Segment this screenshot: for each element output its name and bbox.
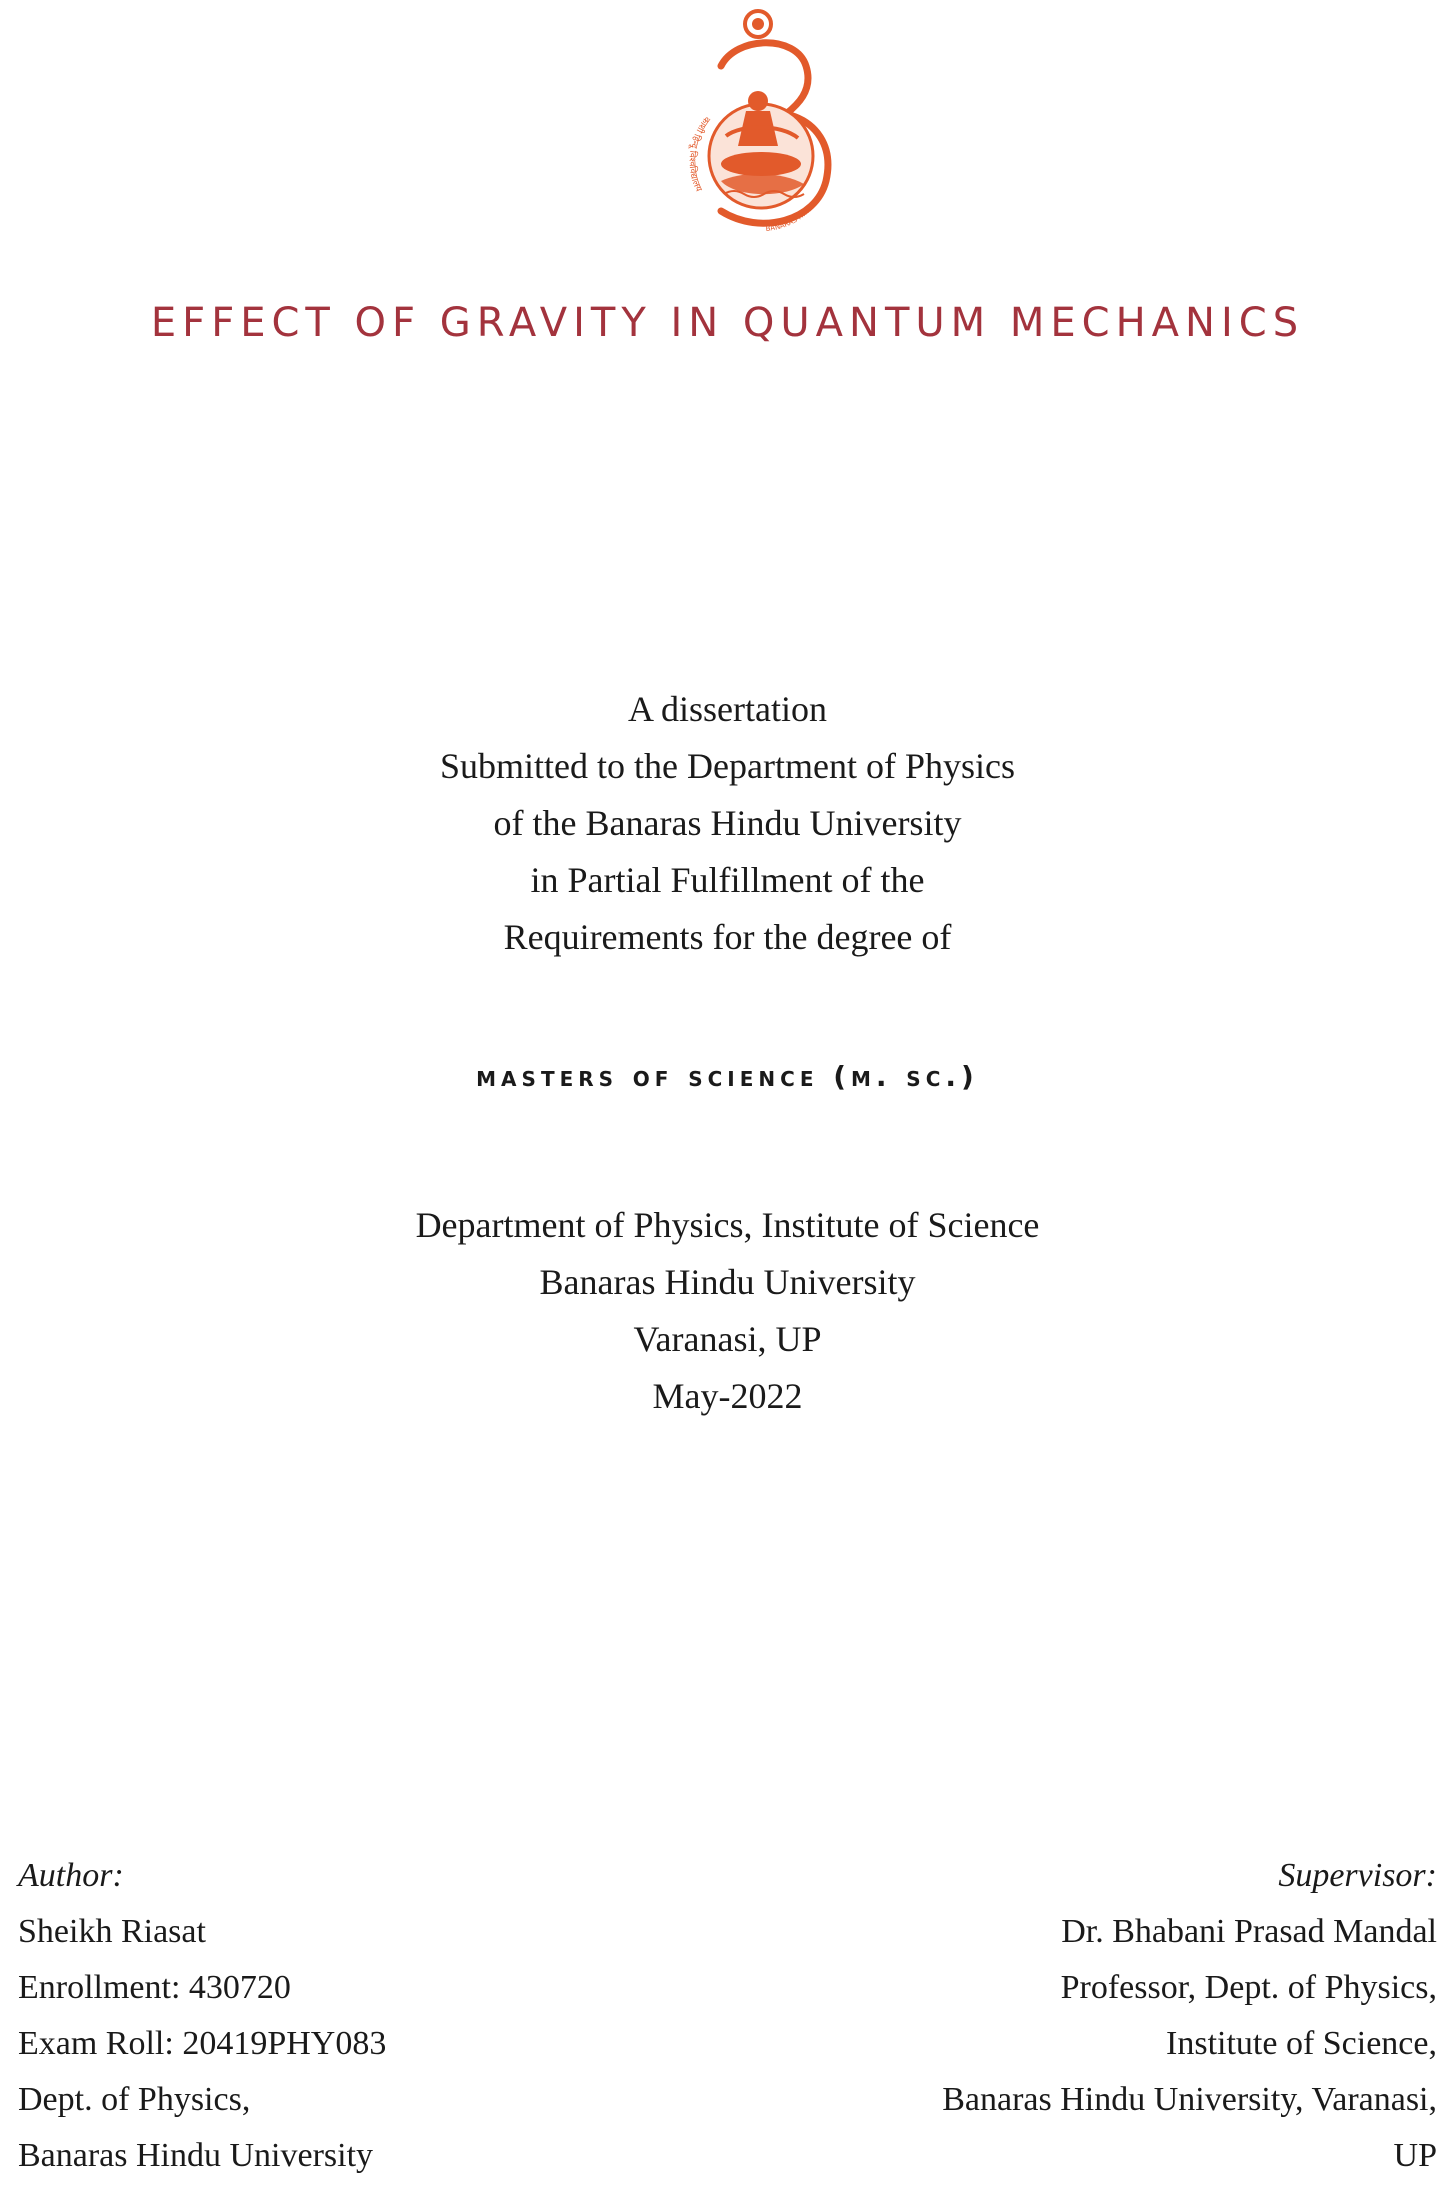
supervisor-university: Banaras Hindu University, Varanasi, bbox=[942, 2081, 1437, 2118]
author-dept: Dept. of Physics, bbox=[18, 2081, 251, 2118]
author-university: Banaras Hindu University bbox=[18, 2137, 374, 2174]
supervisor-position: Professor, Dept. of Physics, bbox=[1060, 1969, 1437, 2006]
supervisor-block bbox=[942, 1848, 1437, 2184]
submission-line: Requirements for the degree of bbox=[503, 917, 952, 957]
supervisor-institute: Institute of Science, bbox=[1166, 2025, 1437, 2062]
department-line: Department of Physics, Institute of Science bbox=[415, 1205, 1040, 1245]
seal-text-left: काशी हिन्दू विश्वविद्यालय bbox=[686, 114, 712, 194]
author-exam-roll: Exam Roll: 20419PHY083 bbox=[18, 2025, 387, 2062]
department-line: Varanasi, UP bbox=[633, 1319, 822, 1359]
supervisor-name: Dr. Bhabani Prasad Mandal bbox=[1061, 1913, 1437, 1950]
supervisor-label: Supervisor: bbox=[1278, 1857, 1437, 1894]
university-seal-icon bbox=[666, 6, 856, 246]
seal-text-right: BANARAS HINDU UNIVERSITY bbox=[765, 162, 834, 234]
submission-line: of the Banaras Hindu University bbox=[493, 803, 962, 843]
author-name: Sheikh Riasat bbox=[18, 1913, 206, 1950]
department-info bbox=[0, 1197, 1455, 1425]
author-block bbox=[18, 1848, 386, 2184]
submission-line: Submitted to the Department of Physics bbox=[440, 746, 1015, 786]
dissertation-title: EFFECT OF GRAVITY IN QUANTUM MECHANICS bbox=[150, 300, 1305, 346]
author-label: Author: bbox=[18, 1857, 124, 1894]
supervisor-state: UP bbox=[1393, 2137, 1437, 2174]
submission-date: May-2022 bbox=[652, 1376, 803, 1416]
author-enrollment: Enrollment: 430720 bbox=[18, 1969, 291, 2006]
department-line: Banaras Hindu University bbox=[539, 1262, 916, 1302]
submission-statement bbox=[0, 681, 1455, 966]
submission-line: in Partial Fulfillment of the bbox=[530, 860, 925, 900]
submission-line: A dissertation bbox=[628, 689, 827, 729]
degree-name: masters of science (m. sc.) bbox=[476, 1060, 979, 1093]
